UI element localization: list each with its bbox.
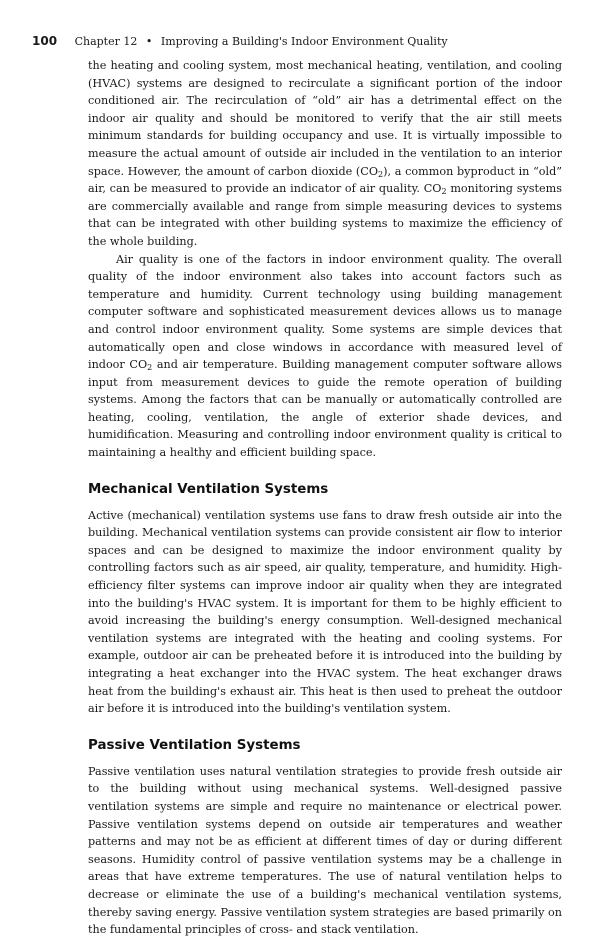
section-heading-mechanical: Mechanical Ventilation Systems xyxy=(88,481,329,497)
section-heading-passive: Passive Ventilation Systems xyxy=(88,737,301,753)
intro-p2-text-a: Air quality is one of the factors in indoor environment quality. The overall quality of the indoor environment also takes into account factors such as temperature and humidity. Current technology using building management computer software and sophisticated measurement devices allows us to manage and control indoor environment quality. Some systems are simple devices that automatically open and close windows in accordance with measured level of indoor CO xyxy=(88,252,562,372)
subscript-2: 2 xyxy=(441,187,447,197)
mechanical-paragraph: Active (mechanical) ventilation systems use fans to draw fresh outside air into the building. Mechanical ventilation systems can provide consistent air flow to interior spaces and can be designed to maximize the indoor environment quality by controlling factors such as air speed, air quality, temperature, and humidity. High-efficiency filter systems can improve indoor air quality when they are integrated into the building's HVAC system. It is important for them to be highly efficient to avoid increasing the building's energy consumption. Well-designed mechanical ventilation systems are integrated with the heating and cooling systems. For example, outdoor air can be preheated before it is introduced into the building by integrating a heat exchanger into the HVAC system. The heat exchanger draws heat from the building's exhaust air. This heat is then used to preheat the outdoor air before it is introduced into the building's ventilation system. xyxy=(88,508,562,716)
intro-paragraph-1 xyxy=(88,57,562,251)
page-number: 100 xyxy=(32,34,58,48)
page-body xyxy=(88,57,562,939)
intro-p1-text-b: ), a common byproduct in “old” air, can be measured to provide an indicator of air quality. CO xyxy=(88,164,562,196)
chapter-title: Improving a Building's Indoor Environment Quality xyxy=(160,35,448,48)
intro-p1-text-a: the heating and cooling system, most mechanical heating, ventilation, and cooling (HVAC) systems are designed to recirculate a significant portion of the indoor conditioned air. The recirculation of “old” air has a detrimental effect on the indoor air quality and should be monitored to verify that the air still meets minimum standards for building occupancy and use. It is virtually impossible to measure the actual amount of outside air included in the ventilation to an interior space. However, the amount of carbon dioxide (CO xyxy=(88,59,562,178)
running-head xyxy=(32,34,577,49)
subscript-2: 2 xyxy=(378,169,384,179)
intro-p1-text-c: monitoring systems are commercially available and range from simple measuring devices to systems that can be integrated with other building systems to maximize the efficiency of the whole building. xyxy=(88,182,562,248)
bullet-separator: • xyxy=(145,35,153,48)
chapter-label: Chapter 12 xyxy=(74,35,138,48)
passive-paragraph: Passive ventilation uses natural ventilation strategies to provide fresh outside air to the building without using mechanical systems. Well-designed passive ventilation systems are simple and require no maintenance or electrical power. Passive ventilation systems depend on outside air temperatures and weather patterns and may not be as efficient at different times of day or during different seasons. Humidity control of passive ventilation systems may be a challenge in areas that have extreme temperatures. The use of natural ventilation helps to decrease or eliminate the use of a building's mechanical ventilation systems, thereby saving energy. Passive ventilation system strategies are based primarily on the fundamental principles of cross- and stack ventilation. xyxy=(88,764,562,937)
subscript-2: 2 xyxy=(147,363,153,373)
intro-p2-text-b: and air temperature. Building management computer software allows input from measurement devices to guide the remote operation of building systems. Among the factors that can be manually or automatically controlled are heating, cooling, ventilation, the angle of exterior shade devices, and humidification. Measuring and controlling indoor environment quality is critical to maintaining a healthy and efficient building space. xyxy=(88,358,562,460)
intro-paragraph-2 xyxy=(88,251,562,462)
